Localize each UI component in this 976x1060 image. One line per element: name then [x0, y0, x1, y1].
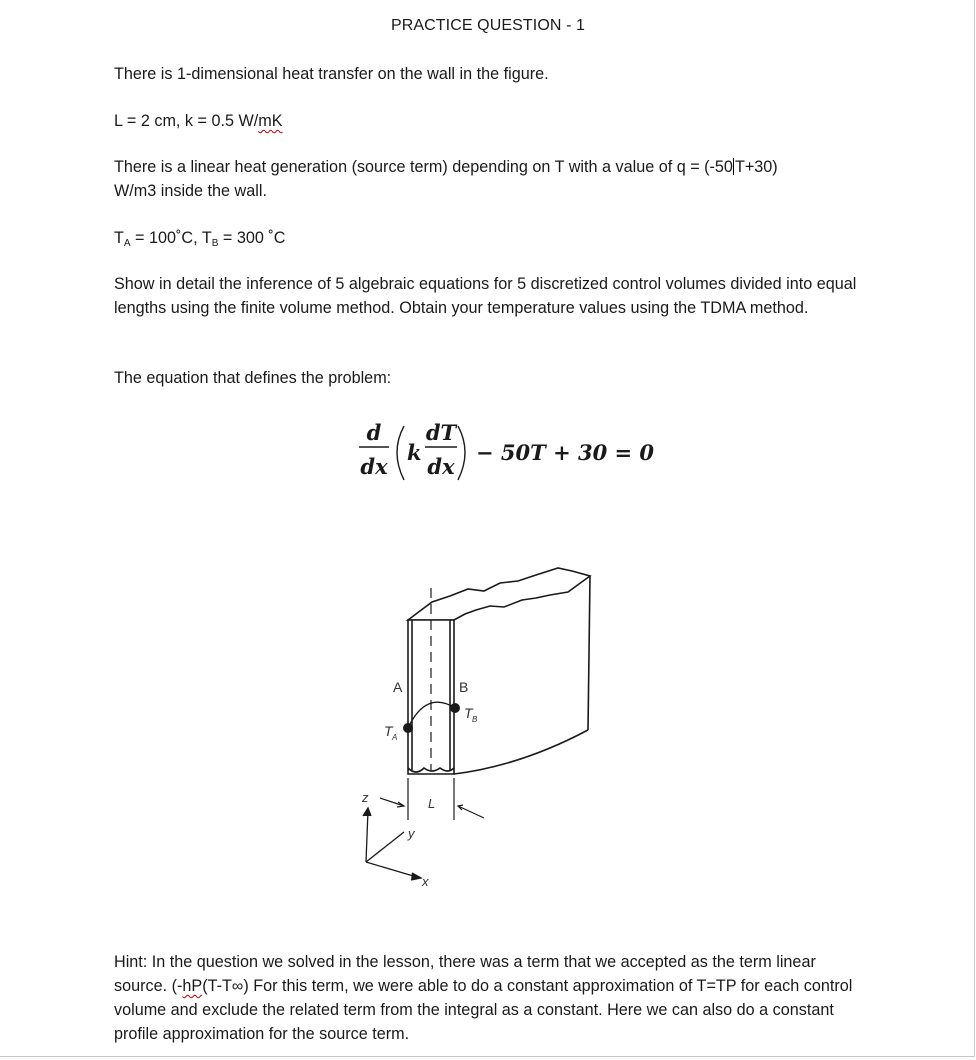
label-tb-sub: B	[472, 715, 478, 724]
label-tb: T	[464, 705, 473, 721]
axes	[363, 808, 421, 880]
intro-paragraph: There is 1-dimensional heat transfer on the wall in the figure.	[114, 65, 549, 83]
source-text-3: W/m3 inside the wall.	[114, 182, 267, 200]
label-a: A	[393, 679, 403, 695]
label-l: L	[428, 796, 436, 811]
governing-equation	[355, 418, 655, 488]
eq-d: d	[366, 420, 382, 445]
equation-intro: The equation that defines the problem:	[114, 369, 392, 387]
eq-dx: dx	[360, 454, 388, 479]
spellcheck-word-hp: hP	[182, 977, 203, 995]
ta-value: = 100˚C,	[130, 229, 202, 247]
ta-symbol: T	[114, 229, 124, 247]
ta-subscript: A	[123, 238, 131, 249]
label-ta: T	[384, 723, 393, 739]
given-text: L = 2 cm, k = 0.5 W/	[114, 112, 259, 130]
hint-paragraph	[114, 950, 859, 1046]
page-title: PRACTICE QUESTION - 1	[390, 17, 586, 34]
eq-rest: − 50T + 30 = 0	[476, 440, 655, 465]
eq-dT: dT	[425, 420, 457, 445]
tb-symbol: T	[201, 229, 212, 247]
axis-y-label: y	[408, 826, 415, 841]
source-text-1: There is a linear heat generation (source term) depending on T with a value of q = (-50	[114, 158, 733, 176]
point-b-marker	[450, 703, 460, 713]
tb-value: = 300 ˚C	[218, 229, 286, 247]
label-b: B	[459, 679, 469, 695]
eq-dx-2: dx	[427, 454, 455, 479]
wall-drawing	[380, 568, 590, 820]
boundary-conditions	[114, 226, 859, 256]
source-paragraph	[114, 155, 874, 203]
axis-x-label: x	[422, 874, 429, 889]
task-paragraph: Show in detail the inference of 5 algebraic equations for 5 discretized control volumes divided into equal lengths using the finite volume method. Obtain your temperature values using the TDMA method.	[114, 275, 857, 317]
eq-left-paren	[397, 426, 404, 480]
wall-figure	[300, 540, 670, 900]
tb-subscript: B	[211, 238, 219, 249]
point-a-marker	[403, 723, 413, 733]
spellcheck-word: mK	[258, 112, 283, 130]
label-ta-sub: A	[392, 733, 398, 742]
hint-text-1: Hint: In the question we solved in the lesson, there was a term that we accepted as the term linear source. (-	[114, 953, 816, 995]
eq-right-paren	[458, 426, 465, 480]
source-text-2: T+30)	[734, 158, 778, 176]
hint-text-2: (T-T∞) For this term, we were able to do a constant approximation of T=TP for each control volume and exclude the related term from the integral as a constant. Here we can also do a constant profile approximation for the source term.	[114, 977, 853, 1043]
given-parameters	[114, 109, 859, 133]
eq-k: k	[407, 440, 422, 465]
axis-z-label: z	[362, 790, 369, 805]
